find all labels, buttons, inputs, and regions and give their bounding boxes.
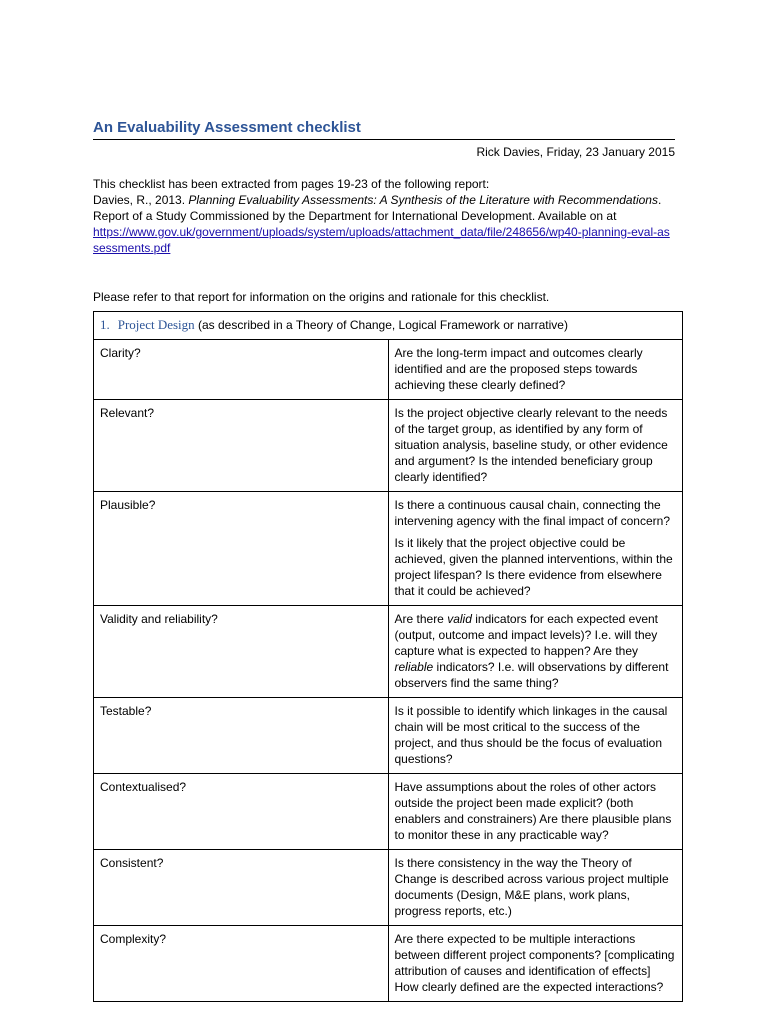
question-text: [395, 611, 677, 691]
question-emphasis: valid: [447, 612, 472, 626]
section-title: Project Design: [117, 317, 195, 332]
row-question: [388, 926, 683, 1002]
table-row: [94, 774, 683, 850]
row-question: [388, 774, 683, 850]
section-number: 1.: [100, 317, 110, 332]
question-text: Are the long-term impact and outcomes clearly identified and are the proposed steps towards achieving these clearly defined?: [394, 346, 643, 392]
row-label: Plausible?: [94, 492, 389, 606]
document-title: An Evaluability Assessment checklist: [93, 119, 675, 140]
table-row: [94, 340, 683, 400]
question-text: Is it likely that the project objective could be achieved, given the planned interventions, within the project lifespan? Is there evidence from elsewhere that it could be achieved?: [394, 536, 673, 598]
section-header-row: [94, 312, 683, 340]
table-row: [94, 606, 683, 698]
section-header-cell: [94, 312, 683, 340]
refer-text: Please refer to that report for information on the origins and rationale for this checklist.: [93, 290, 550, 304]
citation-title: Planning Evaluability Assessments: A Synthesis of the Literature with Recommendations: [188, 193, 658, 207]
citation-rest: . Report of a Study Commissioned by the Department for International Development. Available on at: [93, 193, 662, 223]
checklist-table: [93, 311, 683, 1002]
row-label: Relevant?: [94, 400, 389, 492]
table-row: [94, 850, 683, 926]
row-question: [388, 400, 683, 492]
row-question: [388, 698, 683, 774]
row-label: Consistent?: [94, 850, 389, 926]
table-row: [94, 926, 683, 1002]
row-question: [388, 606, 683, 698]
row-label: Clarity?: [94, 340, 389, 400]
question-text: Is it possible to identify which linkages in the causal chain will be most critical to the success of the project, and thus should be the focus of evaluation questions?: [394, 704, 668, 766]
row-question: [388, 340, 683, 400]
report-link[interactable]: https://www.gov.uk/government/uploads/system/uploads/attachment_data/file/248656/wp40-planning-eval-assessments.pdf: [93, 225, 670, 255]
question-text: Are there expected to be multiple interactions between different project components? [complicating attribution of causes and identification of effects] How clearly defined are the expected interactions?: [394, 932, 675, 994]
question-part: Are there: [394, 612, 448, 626]
question-text: Is there consistency in the way the Theory of Change is described across various project multiple documents (Design, M&E plans, work plans, progress reports, etc.): [394, 856, 669, 918]
citation-authors: Davies, R., 2013.: [93, 193, 189, 207]
question-text: Have assumptions about the roles of other actors outside the project been made explicit? (both enablers and constrainers) Are there plausible plans to monitor these in any practicable way?: [394, 780, 672, 842]
row-label: Complexity?: [94, 926, 389, 1002]
intro-text: This checklist has been extracted from pages 19-23 of the following report:: [93, 177, 490, 191]
table-row: [94, 698, 683, 774]
question-part: indicators? I.e. will observations by different observers find the same thing?: [394, 660, 669, 690]
row-label: Testable?: [94, 698, 389, 774]
question-emphasis: reliable: [394, 660, 434, 674]
question-text: Is the project objective clearly relevant to the needs of the target group, as identified by any form of situation analysis, baseline study, or other evidence and argument? Is the intended beneficiary group clearly identified?: [394, 406, 668, 484]
row-question: [388, 850, 683, 926]
row-question: [388, 492, 683, 606]
author-date-line: Rick Davies, Friday, 23 January 2015: [476, 145, 675, 159]
section-subtitle: (as described in a Theory of Change, Logical Framework or narrative): [194, 318, 568, 332]
row-label: Validity and reliability?: [94, 606, 389, 698]
table-row: [94, 400, 683, 492]
row-label: Contextualised?: [94, 774, 389, 850]
question-text: Is there a continuous causal chain, connecting the intervening agency with the final impact of concern?: [394, 498, 670, 528]
table-row: [94, 492, 683, 606]
citation: [93, 192, 675, 256]
question-part: indicators for each expected event (output, outcome and impact levels)? I.e. will they capture what is expected to happen? Are they: [394, 612, 659, 658]
